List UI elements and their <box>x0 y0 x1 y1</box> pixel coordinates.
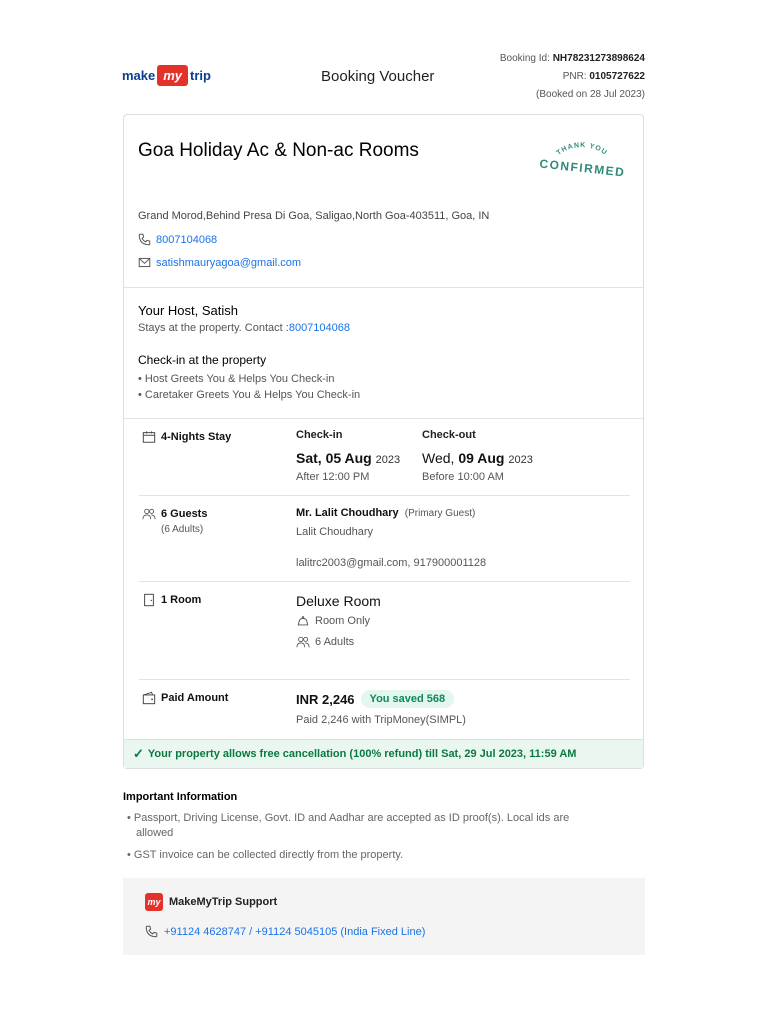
booked-on: (Booked on 28 Jul 2023) <box>536 89 645 100</box>
booking-id-label: Booking Id: <box>499 53 550 64</box>
other-guest: Lalit Choudhary <box>296 526 374 538</box>
page-title: Booking Voucher <box>321 68 435 85</box>
phone-icon <box>145 925 158 938</box>
important-info-title: Important Information <box>123 791 238 803</box>
checkout-day-prefix: Wed, <box>422 450 459 466</box>
logo-make: make <box>122 67 156 83</box>
divider <box>139 679 630 680</box>
host-contact-link[interactable]: 8007104068 <box>288 322 351 334</box>
wallet-icon <box>142 691 156 705</box>
cancellation-text: Your property allows free cancellation (100% refund) till Sat, 29 Jul 2023, 11:59 AM <box>147 748 577 760</box>
checkout-date <box>422 450 533 466</box>
svg-text:THANK YOU <box>556 142 609 157</box>
room-type: Deluxe Room <box>296 593 381 609</box>
important-info-item: • Passport, Driving License, Govt. ID and Aadhar are accepted as ID proof(s). Local ids are <box>127 812 570 824</box>
primary-guest <box>296 507 475 519</box>
support-phone[interactable] <box>145 925 425 938</box>
paid-amount <box>296 690 454 708</box>
mmt-logo-icon: my <box>145 893 163 911</box>
host-title: Your Host, Satish <box>138 303 238 318</box>
checkin-label: Check-in <box>296 429 343 441</box>
support-title-text: MakeMyTrip Support <box>169 896 278 908</box>
guests-count-text: 6 Guests <box>161 508 208 520</box>
important-info-item: • GST invoice can be collected directly from the property. <box>127 849 404 861</box>
checkout-label: Check-out <box>422 429 476 441</box>
checkout-time: Before 10:00 AM <box>422 471 504 483</box>
phone-icon <box>138 233 151 246</box>
guests-icon <box>142 507 156 521</box>
nights-stay <box>142 430 231 444</box>
checkin-bullet: • Caretaker Greets You & Helps You Check-in <box>138 389 361 401</box>
guests-sub: (6 Adults) <box>161 524 204 535</box>
check-icon: ✓ <box>133 746 144 761</box>
room-occupancy <box>296 635 354 649</box>
guests-icon <box>296 635 310 649</box>
pnr-value: 0105727622 <box>589 71 645 82</box>
confirmed-stamp <box>536 134 628 200</box>
paid-amount-value: INR 2,246 <box>296 691 355 707</box>
property-phone-text[interactable]: 8007104068 <box>156 233 218 246</box>
room-occupancy-text: 6 Adults <box>315 636 355 648</box>
room-count <box>142 593 201 607</box>
checkin-time: After 12:00 PM <box>296 471 370 483</box>
property-email-text[interactable]: satishmauryagoa@gmail.com <box>156 256 302 269</box>
saved-badge: You saved 568 <box>361 690 455 708</box>
cloche-icon <box>296 614 310 628</box>
stamp-top-text: THANK YOU <box>555 141 609 157</box>
meal-plan-text: Room Only <box>315 615 371 627</box>
primary-guest-name: Mr. Lalit Choudhary <box>296 507 399 519</box>
checkin-day: Sat, 05 Aug <box>296 450 372 466</box>
door-icon <box>142 593 156 607</box>
logo-trip: trip <box>190 67 211 83</box>
host-stays-text: Stays at the property. Contact : <box>138 322 289 334</box>
checkin-title: Check-in at the property <box>138 353 267 367</box>
checkin-bullet: • Host Greets You & Helps You Check-in <box>138 373 335 385</box>
property-name: Goa Holiday Ac & Non-ac Rooms <box>138 140 419 161</box>
divider <box>139 581 630 582</box>
stamp-confirmed-text: CONFIRMED <box>538 156 626 180</box>
checkout-day: 09 Aug <box>458 450 505 466</box>
checkin-year: 2023 <box>375 454 401 466</box>
guests-count <box>142 507 207 521</box>
cancellation-banner <box>124 739 643 768</box>
primary-guest-tag: (Primary Guest) <box>404 508 476 519</box>
paid-with: Paid 2,246 with TripMoney(SIMPL) <box>296 714 466 726</box>
checkout-year: 2023 <box>508 454 533 466</box>
property-email[interactable] <box>138 256 301 269</box>
paid-amount-label-text: Paid Amount <box>161 692 229 704</box>
logo-my: my <box>157 65 188 86</box>
checkin-date <box>296 450 400 466</box>
property-address: Grand Morod,Behind Presa Di Goa, Saligao,North Goa-403511, Goa, IN <box>138 210 490 222</box>
support-title <box>145 893 277 911</box>
paid-amount-label <box>142 691 228 705</box>
booking-id: NH78231273898624 <box>552 53 645 64</box>
property-phone[interactable] <box>138 233 217 246</box>
pnr-label: PNR: <box>562 71 587 82</box>
room-count-text: 1 Room <box>161 594 202 606</box>
mail-icon <box>138 256 151 269</box>
makemytrip-logo <box>122 62 211 88</box>
booking-info <box>500 50 645 104</box>
support-box <box>123 878 645 955</box>
divider <box>124 287 643 288</box>
calendar-icon <box>142 430 156 444</box>
support-phone-text[interactable]: +91124 4628747 / +91124 5045105 (India Fixed Line) <box>164 925 426 938</box>
guest-contact: lalitrc2003@gmail.com, 917900001128 <box>296 557 487 569</box>
divider <box>124 418 643 419</box>
divider <box>139 495 630 496</box>
important-info-item: allowed <box>136 827 174 839</box>
nights-stay-text: 4-Nights Stay <box>161 431 232 443</box>
meal-plan <box>296 614 370 628</box>
host-stays <box>138 322 350 334</box>
